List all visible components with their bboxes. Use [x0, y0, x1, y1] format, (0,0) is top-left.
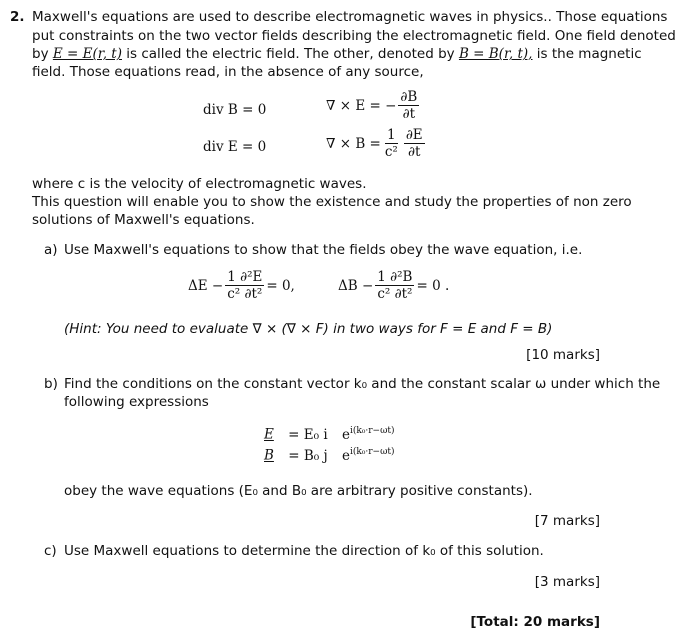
- wave-eq-e-frac: [225, 270, 264, 301]
- wave-eq-e-lhs: ΔE −: [188, 277, 224, 294]
- wave-eq-e-den: c² ∂t²: [227, 286, 263, 302]
- intro-by: by: [32, 46, 49, 62]
- enable-line-1: This question will enable you to show the existence and study the properties of non zero: [32, 194, 632, 210]
- part-b-text-1: Find the conditions on the constant vector k₀ and the constant scalar ω under which the: [64, 376, 661, 392]
- eq-curl-e-num: ∂B: [400, 89, 418, 105]
- expr-e-rhs: = E₀ i: [288, 426, 328, 443]
- wave-eq-b-frac: [375, 270, 414, 301]
- wave-eq-b-den: c² ∂t²: [377, 286, 413, 302]
- where-line: where c is the velocity of electromagnetic waves.: [32, 176, 367, 192]
- intro-line-3: [32, 46, 642, 62]
- intro-line-1: Maxwell's equations are used to describe electromagnetic waves in physics.. Those equations: [32, 9, 668, 25]
- part-c-marks: [3 marks]: [534, 574, 600, 590]
- part-b-obey: obey the wave equations (E₀ and B₀ are arbitrary positive constants).: [64, 483, 533, 499]
- intro-end: is the magnetic: [536, 46, 642, 62]
- expr-b-exp: e: [341, 447, 350, 464]
- total-marks: [Total: 20 marks]: [470, 614, 600, 630]
- eq-div-b: div B = 0: [203, 102, 267, 118]
- wave-eq-e-num: 1 ∂²E: [227, 269, 263, 285]
- expr-e-lhs: E: [264, 426, 274, 443]
- intro-middle: is called the electric field. The other, denoted by: [126, 46, 455, 62]
- eq-curl-b-lhs: ∇ × B =: [326, 135, 381, 152]
- part-a-text: Use Maxwell's equations to show that the fields obey the wave equation, i.e.: [64, 242, 583, 258]
- part-a-label: a): [44, 242, 58, 258]
- eq-curl-e-frac: [398, 90, 419, 121]
- eq-curl-b-frac: [404, 128, 425, 159]
- eq-curl-e-lhs: ∇ × E = −: [326, 97, 397, 114]
- eq-curl-b-num: ∂E: [405, 127, 423, 143]
- intro-line-4: field. Those equations read, in the absence of any source,: [32, 64, 424, 80]
- part-c-label: c): [44, 543, 57, 559]
- part-b-label: b): [44, 376, 58, 392]
- e-definition: E = E(r, t): [52, 46, 122, 62]
- expr-b-exp-sup: i(k₀·r−ωt): [349, 447, 395, 457]
- wave-eq-e-zero: = 0,: [266, 277, 295, 294]
- expr-b: [264, 447, 395, 464]
- eq-curl-b-coef: [383, 128, 400, 159]
- wave-eq-b-num: 1 ∂²B: [377, 269, 413, 285]
- question-number: 2.: [10, 9, 25, 25]
- eq-div-e: div E = 0: [203, 139, 267, 155]
- b-definition: B = B(r, t),: [458, 46, 533, 62]
- expr-b-lhs: B: [264, 447, 274, 464]
- wave-eq-b: [338, 270, 449, 301]
- wave-eq-e: [188, 270, 295, 301]
- eq-curl-e-den: ∂t: [402, 106, 416, 122]
- part-b-text-2: following expressions: [64, 394, 209, 410]
- part-a-hint: (Hint: You need to evaluate ∇ × (∇ × F) in two ways for F = E and F = B): [64, 321, 553, 337]
- eq-curl-b-coef-num: 1: [387, 127, 396, 143]
- eq-curl-b-den: ∂t: [408, 144, 421, 160]
- enable-line-2: solutions of Maxwell's equations.: [32, 212, 255, 228]
- part-a-marks: [10 marks]: [526, 347, 600, 363]
- part-b-marks: [7 marks]: [534, 513, 600, 529]
- intro-line-2: put constraints on the two vector fields describing the electromagnetic field. One field denoted: [32, 28, 676, 44]
- eq-curl-b: [326, 128, 427, 159]
- part-c-text: Use Maxwell equations to determine the direction of k₀ of this solution.: [64, 543, 544, 559]
- eq-curl-b-coef-den: c²: [384, 144, 398, 160]
- expr-e-exp: e: [341, 426, 350, 443]
- expr-e-exp-sup: i(k₀·r−ωt): [349, 426, 395, 436]
- eq-curl-e: [326, 90, 421, 121]
- expr-e: [264, 426, 395, 443]
- wave-eq-b-zero: = 0 .: [416, 277, 450, 294]
- wave-eq-b-lhs: ΔB −: [338, 277, 374, 294]
- expr-b-rhs: = B₀ j: [288, 447, 328, 464]
